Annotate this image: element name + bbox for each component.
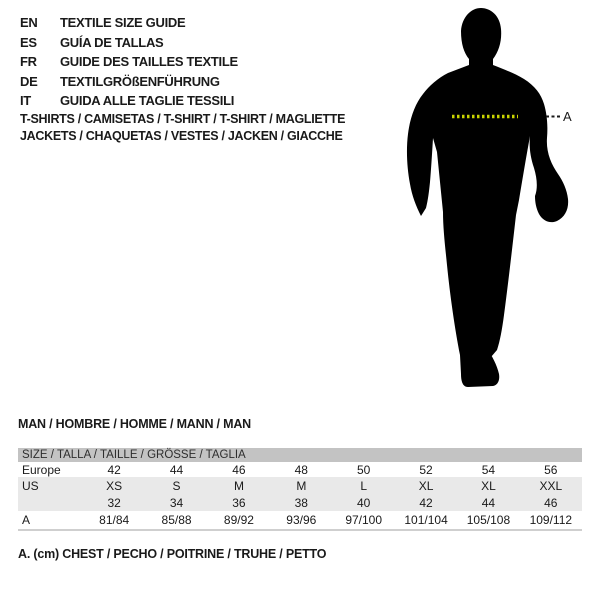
size-value: 42 [419,495,433,510]
language-code: FR [20,54,37,70]
size-table-header: SIZE / TALLA / TAILLE / GRÖSSE / TAGLIA [18,448,582,462]
table-row-chest-cm [18,511,582,529]
row-label: US [22,478,39,493]
size-value: XS [106,478,123,493]
size-value: 89/92 [223,513,254,527]
language-label: TEXTILE SIZE GUIDE [60,15,186,31]
category-jackets: JACKETS / CHAQUETAS / VESTES / JACKEN / GIACCHE [20,129,343,143]
size-value: 48 [294,462,308,477]
table-row-us [18,477,582,494]
language-label: GUÍA DE TALLAS [60,34,164,50]
size-value: 42 [107,462,121,477]
size-value: 93/96 [286,513,317,527]
language-label: GUIDE DES TAILLES TEXTILE [60,54,238,70]
size-value: 34 [169,495,184,510]
size-table [18,448,582,531]
size-value: 46 [544,495,558,510]
language-label: TEXTILGRÖßENFÜHRUNG [60,73,220,89]
size-value: S [172,478,181,493]
size-value: 56 [544,462,558,477]
category-tshirts: T-SHIRTS / CAMISETAS / T-SHIRT / T-SHIRT / MAGLIETTE [20,112,346,126]
size-value: 52 [419,462,433,477]
size-value: M [233,478,244,493]
size-value: 54 [481,462,496,477]
size-value: 46 [232,462,246,477]
row-label: Europe [22,462,61,477]
size-value: M [296,478,307,493]
man-silhouette [407,8,568,387]
size-value: 50 [357,462,371,477]
size-value: 44 [481,495,496,510]
size-value: XL [418,478,434,493]
size-value: XL [481,478,496,493]
size-value: L [360,478,368,493]
size-value: 36 [232,495,246,510]
size-value: XXL [539,478,563,493]
language-code: IT [20,93,31,109]
size-value: 105/108 [466,513,511,527]
table-row-us-numeric [18,494,582,511]
language-code: ES [20,34,37,50]
row-label: A [22,513,31,527]
size-value: 101/104 [404,513,448,527]
language-label: GUIDA ALLE TAGLIE TESSILI [60,93,235,109]
language-code: DE [20,73,38,89]
size-value: 85/88 [161,513,192,527]
measure-label-a: A [563,109,572,124]
size-value: 38 [294,495,308,510]
size-value: 81/84 [99,513,130,527]
size-value: 97/100 [345,513,383,527]
size-value: 44 [169,462,184,477]
language-code: EN [20,15,38,31]
table-row-europe [18,462,582,477]
size-value: 32 [107,495,121,510]
footnote-chest-measure: A. (cm) CHEST / PECHO / POITRINE / TRUHE / PETTO [18,547,327,561]
size-value: 109/112 [529,513,573,527]
section-title-man: MAN / HOMBRE / HOMME / MANN / MAN [18,417,251,431]
size-value: 40 [357,495,371,510]
